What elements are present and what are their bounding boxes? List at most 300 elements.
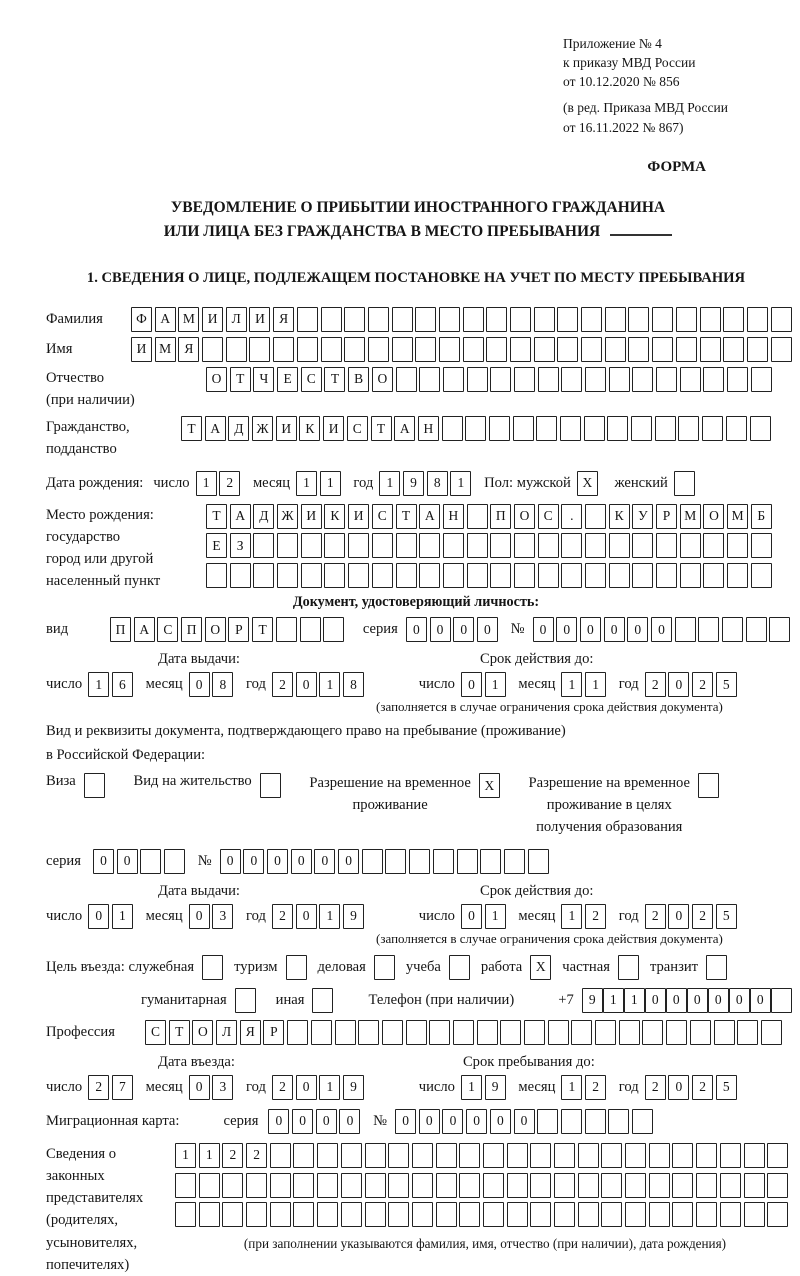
char-box[interactable] [419, 563, 440, 588]
char-box[interactable] [412, 1202, 433, 1227]
char-box[interactable] [720, 1202, 741, 1227]
char-box[interactable] [722, 617, 743, 642]
char-box[interactable] [344, 307, 365, 332]
char-box[interactable] [767, 1202, 788, 1227]
char-box[interactable]: 1 [88, 672, 109, 697]
char-box[interactable]: 1 [603, 988, 624, 1013]
char-box[interactable]: 1 [199, 1143, 220, 1168]
char-box[interactable]: 0 [292, 1109, 313, 1134]
char-box[interactable]: 0 [88, 904, 109, 929]
char-box[interactable]: 2 [692, 904, 713, 929]
char-box[interactable] [723, 307, 744, 332]
visa-checkbox[interactable] [84, 773, 105, 798]
char-box[interactable]: Т [181, 416, 202, 441]
char-box[interactable] [483, 1173, 504, 1198]
char-box[interactable] [467, 533, 488, 558]
char-box[interactable] [270, 1173, 291, 1198]
char-box[interactable] [443, 563, 464, 588]
char-box[interactable] [222, 1173, 243, 1198]
char-box[interactable] [443, 533, 464, 558]
char-box[interactable]: 3 [212, 1075, 233, 1100]
char-box[interactable] [222, 1202, 243, 1227]
char-box[interactable]: В [348, 367, 369, 392]
char-box[interactable] [723, 337, 744, 362]
char-box[interactable] [412, 1173, 433, 1198]
char-box[interactable] [585, 367, 606, 392]
char-box[interactable] [625, 1173, 646, 1198]
char-box[interactable]: И [249, 307, 270, 332]
char-box[interactable] [300, 617, 321, 642]
char-box[interactable] [751, 563, 772, 588]
char-box[interactable]: И [131, 337, 152, 362]
char-box[interactable] [581, 337, 602, 362]
char-box[interactable] [365, 1143, 386, 1168]
char-box[interactable] [595, 1020, 616, 1045]
char-box[interactable]: 1 [624, 988, 645, 1013]
char-box[interactable]: М [727, 504, 748, 529]
char-box[interactable] [703, 367, 724, 392]
char-box[interactable] [538, 563, 559, 588]
char-box[interactable]: 0 [668, 1075, 689, 1100]
char-box[interactable] [632, 563, 653, 588]
char-box[interactable]: 5 [716, 1075, 737, 1100]
char-box[interactable] [453, 1020, 474, 1045]
char-box[interactable]: 0 [708, 988, 729, 1013]
char-box[interactable] [344, 337, 365, 362]
char-box[interactable]: Н [443, 504, 464, 529]
char-box[interactable] [467, 563, 488, 588]
char-box[interactable] [486, 337, 507, 362]
char-box[interactable] [433, 849, 454, 874]
char-box[interactable]: З [230, 533, 251, 558]
char-box[interactable] [467, 504, 488, 529]
char-box[interactable] [548, 1020, 569, 1045]
char-box[interactable]: 2 [246, 1143, 267, 1168]
char-box[interactable] [649, 1143, 670, 1168]
char-box[interactable] [609, 563, 630, 588]
char-box[interactable] [652, 337, 673, 362]
char-box[interactable] [164, 849, 185, 874]
char-box[interactable]: 2 [692, 672, 713, 697]
residence-permit-checkbox[interactable] [260, 773, 281, 798]
char-box[interactable]: У [632, 504, 653, 529]
char-box[interactable] [368, 307, 389, 332]
char-box[interactable] [771, 307, 792, 332]
char-box[interactable]: 0 [117, 849, 138, 874]
char-box[interactable] [301, 563, 322, 588]
char-box[interactable]: 1 [450, 471, 471, 496]
char-box[interactable]: 0 [466, 1109, 487, 1134]
char-box[interactable] [771, 988, 792, 1013]
char-box[interactable] [557, 307, 578, 332]
char-box[interactable]: А [394, 416, 415, 441]
char-box[interactable]: 0 [556, 617, 577, 642]
char-box[interactable] [744, 1143, 765, 1168]
char-box[interactable] [477, 1020, 498, 1045]
char-box[interactable]: 1 [461, 1075, 482, 1100]
char-box[interactable] [530, 1173, 551, 1198]
char-box[interactable] [554, 1173, 575, 1198]
temp-edu-permit-checkbox[interactable] [698, 773, 719, 798]
char-box[interactable]: О [205, 617, 226, 642]
char-box[interactable] [382, 1020, 403, 1045]
char-box[interactable] [321, 307, 342, 332]
char-box[interactable] [571, 1020, 592, 1045]
char-box[interactable] [253, 533, 274, 558]
char-box[interactable]: 2 [692, 1075, 713, 1100]
char-box[interactable]: 2 [645, 904, 666, 929]
char-box[interactable]: И [301, 504, 322, 529]
purpose-study-checkbox[interactable] [449, 955, 470, 980]
purpose-transit-checkbox[interactable] [706, 955, 727, 980]
char-box[interactable]: Я [273, 307, 294, 332]
char-box[interactable] [246, 1173, 267, 1198]
char-box[interactable] [690, 1020, 711, 1045]
char-box[interactable]: 0 [296, 672, 317, 697]
char-box[interactable] [415, 337, 436, 362]
char-box[interactable]: 0 [419, 1109, 440, 1134]
char-box[interactable] [358, 1020, 379, 1045]
char-box[interactable] [601, 1143, 622, 1168]
char-box[interactable] [534, 337, 555, 362]
char-box[interactable] [625, 1143, 646, 1168]
char-box[interactable] [507, 1173, 528, 1198]
char-box[interactable]: 9 [582, 988, 603, 1013]
char-box[interactable]: Т [324, 367, 345, 392]
char-box[interactable]: С [145, 1020, 166, 1045]
char-box[interactable]: 1 [319, 904, 340, 929]
char-box[interactable]: 1 [112, 904, 133, 929]
char-box[interactable] [696, 1202, 717, 1227]
char-box[interactable] [226, 337, 247, 362]
char-box[interactable]: 0 [729, 988, 750, 1013]
char-box[interactable] [202, 337, 223, 362]
char-box[interactable]: 3 [212, 904, 233, 929]
char-box[interactable] [672, 1173, 693, 1198]
char-box[interactable] [341, 1173, 362, 1198]
char-box[interactable] [720, 1173, 741, 1198]
char-box[interactable] [585, 563, 606, 588]
char-box[interactable] [513, 416, 534, 441]
char-box[interactable] [324, 533, 345, 558]
char-box[interactable] [578, 1202, 599, 1227]
char-box[interactable] [429, 1020, 450, 1045]
char-box[interactable]: И [202, 307, 223, 332]
char-box[interactable] [656, 533, 677, 558]
char-box[interactable]: Д [228, 416, 249, 441]
char-box[interactable] [443, 367, 464, 392]
char-box[interactable] [700, 337, 721, 362]
char-box[interactable]: Т [169, 1020, 190, 1045]
char-box[interactable]: 0 [687, 988, 708, 1013]
char-box[interactable] [652, 307, 673, 332]
char-box[interactable]: Н [418, 416, 439, 441]
char-box[interactable]: 0 [668, 672, 689, 697]
char-box[interactable]: 9 [343, 1075, 364, 1100]
char-box[interactable] [175, 1173, 196, 1198]
char-box[interactable] [465, 416, 486, 441]
char-box[interactable] [388, 1202, 409, 1227]
char-box[interactable]: 0 [395, 1109, 416, 1134]
char-box[interactable]: О [703, 504, 724, 529]
char-box[interactable] [528, 849, 549, 874]
char-box[interactable]: П [110, 617, 131, 642]
char-box[interactable]: 7 [112, 1075, 133, 1100]
char-box[interactable]: 8 [427, 471, 448, 496]
char-box[interactable]: 1 [561, 672, 582, 697]
char-box[interactable]: Ф [131, 307, 152, 332]
char-box[interactable] [270, 1143, 291, 1168]
char-box[interactable] [619, 1020, 640, 1045]
char-box[interactable]: И [323, 416, 344, 441]
char-box[interactable] [767, 1173, 788, 1198]
char-box[interactable]: 0 [220, 849, 241, 874]
char-box[interactable] [459, 1173, 480, 1198]
char-box[interactable] [297, 307, 318, 332]
char-box[interactable] [538, 533, 559, 558]
char-box[interactable] [561, 533, 582, 558]
char-box[interactable] [761, 1020, 782, 1045]
char-box[interactable] [537, 1109, 558, 1134]
char-box[interactable] [436, 1202, 457, 1227]
char-box[interactable]: 2 [645, 672, 666, 697]
char-box[interactable]: А [230, 504, 251, 529]
char-box[interactable] [632, 533, 653, 558]
char-box[interactable]: 0 [189, 672, 210, 697]
char-box[interactable]: 0 [93, 849, 114, 874]
char-box[interactable] [348, 563, 369, 588]
char-box[interactable] [514, 563, 535, 588]
char-box[interactable] [321, 337, 342, 362]
char-box[interactable] [348, 533, 369, 558]
char-box[interactable]: 0 [243, 849, 264, 874]
char-box[interactable]: 1 [485, 672, 506, 697]
char-box[interactable]: 0 [580, 617, 601, 642]
char-box[interactable] [751, 367, 772, 392]
char-box[interactable] [514, 533, 535, 558]
purpose-official-checkbox[interactable] [202, 955, 223, 980]
sex-female-checkbox[interactable] [674, 471, 695, 496]
char-box[interactable] [696, 1173, 717, 1198]
char-box[interactable] [726, 416, 747, 441]
char-box[interactable]: Ж [252, 416, 273, 441]
char-box[interactable]: Я [178, 337, 199, 362]
char-box[interactable] [293, 1173, 314, 1198]
char-box[interactable]: Д [253, 504, 274, 529]
purpose-tourism-checkbox[interactable] [286, 955, 307, 980]
char-box[interactable]: 2 [272, 904, 293, 929]
char-box[interactable] [419, 367, 440, 392]
char-box[interactable] [324, 563, 345, 588]
char-box[interactable] [490, 367, 511, 392]
char-box[interactable]: Т [252, 617, 273, 642]
char-box[interactable]: Т [206, 504, 227, 529]
char-box[interactable] [365, 1173, 386, 1198]
char-box[interactable]: 0 [627, 617, 648, 642]
char-box[interactable] [365, 1202, 386, 1227]
char-box[interactable]: М [155, 337, 176, 362]
char-box[interactable] [666, 1020, 687, 1045]
char-box[interactable] [720, 1143, 741, 1168]
char-box[interactable]: 0 [338, 849, 359, 874]
char-box[interactable] [631, 416, 652, 441]
char-box[interactable] [649, 1202, 670, 1227]
char-box[interactable] [703, 533, 724, 558]
char-box[interactable] [585, 504, 606, 529]
char-box[interactable]: 1 [585, 672, 606, 697]
char-box[interactable] [206, 563, 227, 588]
char-box[interactable]: К [609, 504, 630, 529]
char-box[interactable] [769, 617, 790, 642]
char-box[interactable]: Т [230, 367, 251, 392]
char-box[interactable]: 0 [189, 1075, 210, 1100]
char-box[interactable] [362, 849, 383, 874]
char-box[interactable] [530, 1143, 551, 1168]
char-box[interactable]: Б [751, 504, 772, 529]
char-box[interactable] [510, 337, 531, 362]
char-box[interactable]: Т [371, 416, 392, 441]
char-box[interactable]: 0 [189, 904, 210, 929]
char-box[interactable] [554, 1143, 575, 1168]
char-box[interactable]: П [181, 617, 202, 642]
char-box[interactable] [746, 617, 767, 642]
purpose-other-checkbox[interactable] [312, 988, 333, 1013]
char-box[interactable] [409, 849, 430, 874]
char-box[interactable] [727, 367, 748, 392]
char-box[interactable]: О [206, 367, 227, 392]
char-box[interactable] [507, 1143, 528, 1168]
char-box[interactable]: Е [277, 367, 298, 392]
char-box[interactable] [601, 1173, 622, 1198]
char-box[interactable]: 0 [668, 904, 689, 929]
char-box[interactable]: 0 [339, 1109, 360, 1134]
char-box[interactable] [199, 1173, 220, 1198]
char-box[interactable]: 0 [490, 1109, 511, 1134]
char-box[interactable]: А [155, 307, 176, 332]
char-box[interactable] [560, 416, 581, 441]
char-box[interactable]: 1 [196, 471, 217, 496]
char-box[interactable] [534, 307, 555, 332]
char-box[interactable] [483, 1202, 504, 1227]
char-box[interactable]: 0 [477, 617, 498, 642]
char-box[interactable] [489, 416, 510, 441]
char-box[interactable] [230, 563, 251, 588]
char-box[interactable] [585, 533, 606, 558]
char-box[interactable] [486, 307, 507, 332]
char-box[interactable] [463, 307, 484, 332]
char-box[interactable]: 1 [320, 471, 341, 496]
char-box[interactable]: П [490, 504, 511, 529]
char-box[interactable]: 2 [219, 471, 240, 496]
char-box[interactable] [714, 1020, 735, 1045]
char-box[interactable]: 1 [319, 672, 340, 697]
char-box[interactable]: 8 [343, 672, 364, 697]
char-box[interactable] [554, 1202, 575, 1227]
char-box[interactable] [490, 563, 511, 588]
char-box[interactable]: К [299, 416, 320, 441]
char-box[interactable]: 0 [651, 617, 672, 642]
char-box[interactable]: 5 [716, 672, 737, 697]
char-box[interactable] [530, 1202, 551, 1227]
char-box[interactable] [601, 1202, 622, 1227]
char-box[interactable] [656, 563, 677, 588]
char-box[interactable] [273, 337, 294, 362]
char-box[interactable] [510, 307, 531, 332]
char-box[interactable] [246, 1202, 267, 1227]
char-box[interactable] [385, 849, 406, 874]
char-box[interactable] [625, 1202, 646, 1227]
char-box[interactable] [727, 563, 748, 588]
char-box[interactable]: 0 [461, 672, 482, 697]
char-box[interactable] [372, 533, 393, 558]
char-box[interactable]: 0 [406, 617, 427, 642]
char-box[interactable] [293, 1143, 314, 1168]
char-box[interactable] [392, 337, 413, 362]
char-box[interactable]: 1 [175, 1143, 196, 1168]
char-box[interactable] [368, 337, 389, 362]
char-box[interactable] [561, 367, 582, 392]
char-box[interactable] [680, 533, 701, 558]
char-box[interactable] [771, 337, 792, 362]
char-box[interactable] [480, 849, 501, 874]
char-box[interactable] [442, 416, 463, 441]
char-box[interactable]: О [372, 367, 393, 392]
char-box[interactable] [276, 617, 297, 642]
char-box[interactable] [396, 563, 417, 588]
char-box[interactable] [696, 1143, 717, 1168]
char-box[interactable] [439, 307, 460, 332]
char-box[interactable] [396, 367, 417, 392]
char-box[interactable]: . [561, 504, 582, 529]
purpose-private-checkbox[interactable] [618, 955, 639, 980]
char-box[interactable]: 1 [485, 904, 506, 929]
char-box[interactable] [675, 617, 696, 642]
char-box[interactable] [632, 367, 653, 392]
char-box[interactable] [459, 1143, 480, 1168]
char-box[interactable]: Р [656, 504, 677, 529]
char-box[interactable] [301, 533, 322, 558]
char-box[interactable] [457, 849, 478, 874]
char-box[interactable] [656, 367, 677, 392]
char-box[interactable] [578, 1143, 599, 1168]
char-box[interactable] [678, 416, 699, 441]
char-box[interactable]: 2 [585, 1075, 606, 1100]
char-box[interactable] [524, 1020, 545, 1045]
char-box[interactable]: С [538, 504, 559, 529]
char-box[interactable]: Л [216, 1020, 237, 1045]
char-box[interactable] [463, 337, 484, 362]
char-box[interactable] [439, 337, 460, 362]
char-box[interactable]: 1 [561, 1075, 582, 1100]
char-box[interactable] [698, 617, 719, 642]
char-box[interactable]: С [301, 367, 322, 392]
char-box[interactable] [702, 416, 723, 441]
char-box[interactable] [703, 563, 724, 588]
char-box[interactable]: 1 [296, 471, 317, 496]
char-box[interactable]: 0 [750, 988, 771, 1013]
char-box[interactable]: О [514, 504, 535, 529]
char-box[interactable] [467, 367, 488, 392]
char-box[interactable] [311, 1020, 332, 1045]
char-box[interactable] [672, 1202, 693, 1227]
char-box[interactable]: 0 [604, 617, 625, 642]
char-box[interactable] [751, 533, 772, 558]
char-box[interactable] [140, 849, 161, 874]
char-box[interactable] [628, 337, 649, 362]
char-box[interactable] [609, 533, 630, 558]
char-box[interactable] [750, 416, 771, 441]
char-box[interactable]: Л [226, 307, 247, 332]
